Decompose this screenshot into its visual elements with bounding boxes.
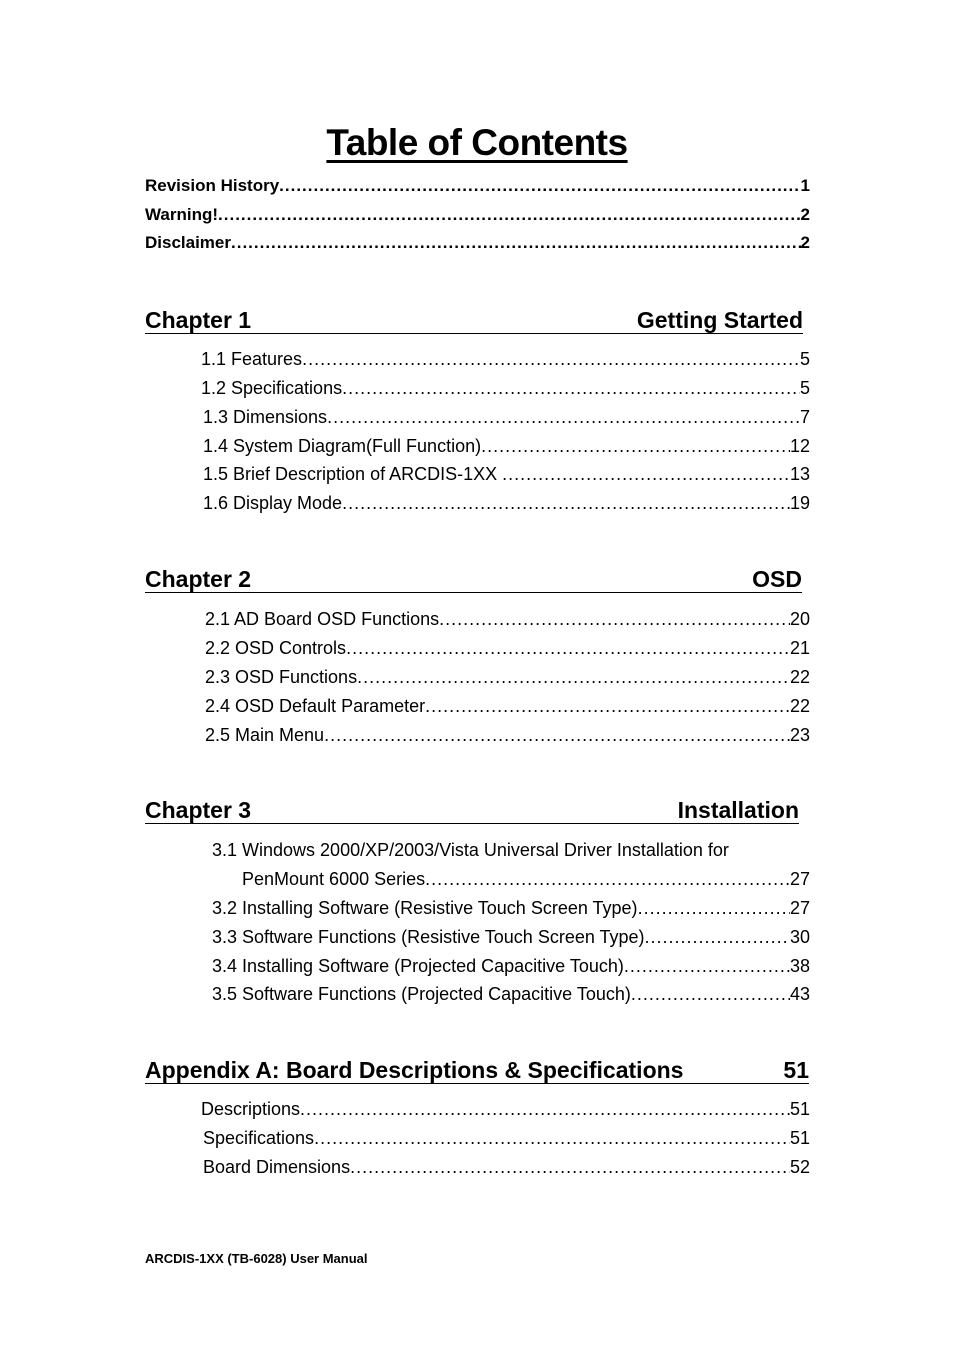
dot-leader [302, 349, 800, 370]
toc-entry[interactable] [203, 407, 810, 428]
chapter-label: Appendix A: Board Descriptions & Specifications [145, 1057, 684, 1083]
toc-entry-disclaimer[interactable] [145, 233, 810, 253]
toc-entry-label: Revision History [145, 176, 280, 195]
chapter-title: Installation [677, 797, 799, 823]
toc-entry-page: 1 [800, 176, 810, 195]
toc-entry-page: 43 [789, 984, 810, 1004]
toc-entry-label: 1.4 System Diagram(Full Function) [203, 436, 482, 456]
dot-leader [314, 1128, 790, 1149]
toc-entry[interactable] [212, 956, 810, 977]
dot-leader [342, 493, 790, 514]
toc-entry-label: Specifications [203, 1128, 315, 1148]
dot-leader [502, 464, 790, 485]
dot-leader [342, 378, 800, 399]
toc-entry-page: 5 [799, 378, 810, 398]
chapter-title: OSD [752, 566, 802, 592]
toc-entry-label: 2.5 Main Menu [205, 725, 325, 745]
toc-entry-label: 2.2 OSD Controls [205, 638, 347, 658]
chapter-label: Chapter 2 [145, 566, 252, 592]
toc-entry-label: 1.3 Dimensions [203, 407, 328, 427]
dot-leader [638, 898, 790, 919]
toc-entry[interactable] [201, 1099, 810, 1120]
toc-entry-page: 12 [789, 436, 810, 456]
page-footer: ARCDIS-1XX (TB-6028) User Manual [145, 1251, 368, 1266]
toc-entry-label: Disclaimer [145, 233, 231, 252]
dot-leader [324, 725, 790, 746]
toc-entry-page: 2 [800, 233, 810, 252]
chapter-3-heading[interactable] [145, 793, 799, 824]
chapter-1-heading[interactable] [145, 303, 803, 334]
toc-entry[interactable] [212, 898, 810, 919]
toc-entry[interactable] [205, 609, 810, 630]
toc-entry-page: 38 [789, 956, 810, 976]
toc-entry-revision-history[interactable] [145, 176, 810, 196]
toc-entry-page: 30 [789, 927, 810, 947]
chapter-label: Chapter 1 [145, 307, 252, 333]
toc-entry-label: 3.3 Software Functions (Resistive Touch Screen Type) [212, 927, 645, 947]
toc-entry-page: 13 [789, 464, 810, 484]
toc-entry[interactable] [212, 984, 810, 1005]
toc-entry[interactable] [205, 638, 810, 659]
toc-entry-warning[interactable] [145, 205, 810, 225]
dot-leader [218, 205, 801, 225]
toc-entry-page: 51 [789, 1128, 810, 1148]
dot-leader [279, 176, 800, 196]
toc-entry-label: Warning! [145, 205, 219, 224]
dot-leader [425, 696, 790, 717]
chapter-label: Chapter 3 [145, 797, 252, 823]
toc-entry-page: 22 [789, 667, 810, 687]
appendix-a-heading[interactable] [145, 1053, 809, 1084]
toc-entry-label: Descriptions [201, 1099, 301, 1119]
toc-entry[interactable] [203, 1157, 810, 1178]
dot-leader [624, 956, 790, 977]
toc-entry-label: 1.2 Specifications [201, 378, 343, 398]
toc-entry[interactable] [203, 1128, 810, 1149]
toc-entry-label: 3.2 Installing Software (Resistive Touch Screen Type) [212, 898, 638, 918]
toc-entry-page: 27 [789, 869, 810, 889]
toc-entry[interactable] [201, 378, 810, 399]
toc-entry[interactable] [205, 696, 810, 717]
toc-entry-continuation[interactable] [242, 869, 810, 890]
toc-entry-page: 51 [789, 1099, 810, 1119]
chapter-page: 51 [783, 1057, 809, 1083]
dot-leader [350, 1157, 790, 1178]
toc-entry[interactable] [205, 725, 810, 746]
dot-leader [357, 667, 790, 688]
toc-entry[interactable] [205, 667, 810, 688]
dot-leader [631, 984, 790, 1005]
dot-leader [346, 638, 790, 659]
toc-entry-label: 1.1 Features [201, 349, 303, 369]
toc-entry-page: 19 [789, 493, 810, 513]
dot-leader [425, 869, 790, 890]
toc-entry-page: 23 [789, 725, 810, 745]
toc-entry-label: 1.6 Display Mode [203, 493, 343, 513]
dot-leader [231, 233, 801, 253]
toc-entry-label: 1.5 Brief Description of ARCDIS-1XX [203, 464, 503, 484]
toc-entry-label: 2.1 AD Board OSD Functions [205, 609, 440, 629]
dot-leader [439, 609, 790, 630]
toc-entry[interactable] [203, 464, 810, 485]
dot-leader [481, 436, 790, 457]
toc-entry[interactable] [203, 436, 810, 457]
toc-entry[interactable] [201, 349, 810, 370]
toc-entry-page: 2 [800, 205, 810, 224]
toc-entry-page: 27 [789, 898, 810, 918]
toc-entry-label: Board Dimensions [203, 1157, 351, 1177]
toc-entry-page: 22 [789, 696, 810, 716]
toc-entry-page: 7 [799, 407, 810, 427]
page-title: Table of Contents [326, 122, 628, 163]
toc-entry-page: 20 [789, 609, 810, 629]
dot-leader [645, 927, 790, 948]
toc-entry-label: 3.4 Installing Software (Projected Capacitive Touch) [212, 956, 624, 976]
toc-entry-page: 21 [789, 638, 810, 658]
toc-entry-page: 52 [789, 1157, 810, 1177]
dot-leader [300, 1099, 790, 1120]
toc-entry[interactable] [203, 493, 810, 514]
dot-leader [327, 407, 800, 428]
chapter-2-heading[interactable] [145, 562, 802, 593]
chapter-title: Getting Started [636, 307, 803, 333]
toc-entry-label: 3.1 Windows 2000/XP/2003/Vista Universal Driver Installation for [212, 840, 729, 860]
toc-entry-label: PenMount 6000 Series [242, 869, 426, 889]
toc-entry-label: 3.5 Software Functions (Projected Capacitive Touch) [212, 984, 631, 1004]
toc-entry[interactable] [212, 927, 810, 948]
toc-entry-label: 2.3 OSD Functions [205, 667, 358, 687]
toc-entry-label: 2.4 OSD Default Parameter [205, 696, 426, 716]
toc-entry[interactable] [212, 840, 810, 861]
toc-entry-page: 5 [799, 349, 810, 369]
